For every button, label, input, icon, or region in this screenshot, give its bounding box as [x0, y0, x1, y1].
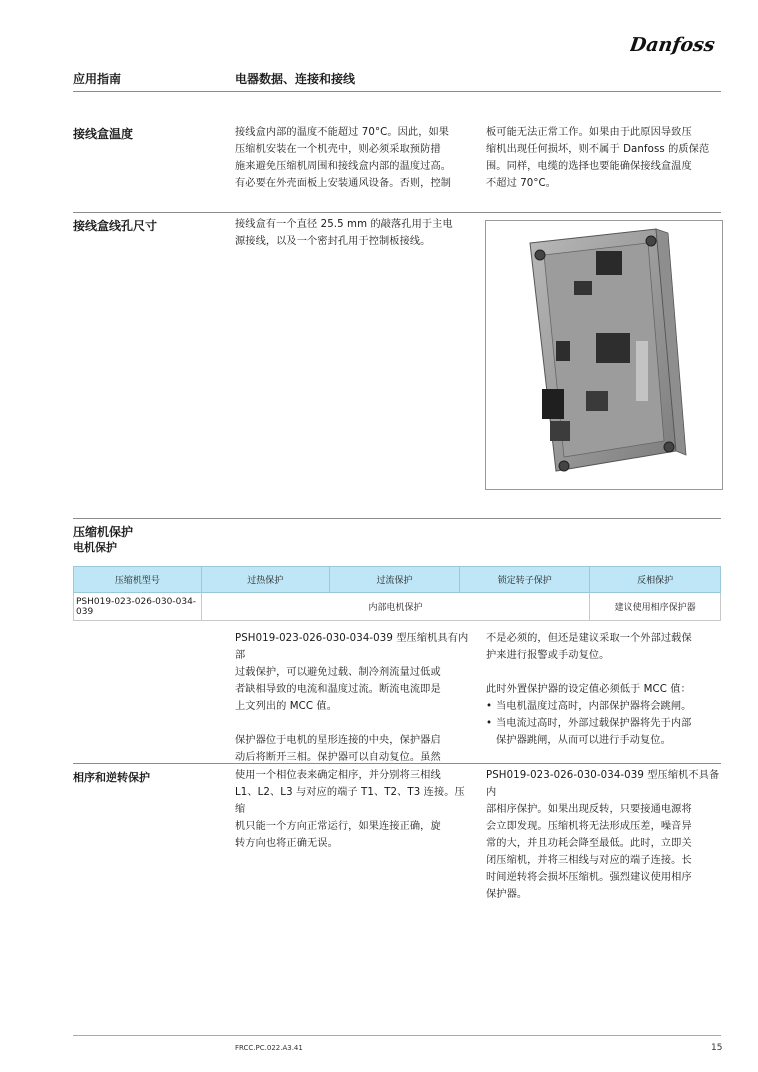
document-code: FRCC.PC.022.A3.41 [235, 1044, 303, 1052]
page-title: 电器数据、连接和接线 [235, 72, 356, 86]
terminal-temp-col2: 板可能无法正常工作。如果由于此原因导致压 缩机出现任何损坏，则不属于 Danfoss 的质保范 围。同样，电缆的选择也要能确保接线盒温度 不超过 70°C。 [486, 127, 710, 189]
list-item: • 当电机温度过高时，内部保护器将会跳闸。 [486, 698, 726, 715]
divider-3 [73, 763, 721, 764]
cable-gland-text: 接线盒有一个直径 25.5 mm 的敲落孔用于主电 源接线，以及一个密封孔用于控制板接线。 [235, 219, 453, 247]
motor-protection-col1: PSH019-023-026-030-034-039 型压缩机具有内部 过载保护，可以避免过载、制冷剂流量过低或 者缺相导致的电流和温度过流。断流电流即是 上文列出的 MCC 值。 保护器位于电机的星形连接的中央，保护器启 动后将断开三相。保护器可以自动复位。虽然 [235, 633, 469, 763]
danfoss-logo [630, 30, 722, 58]
protection-table [73, 566, 721, 621]
phase-sequence-col1: 使用一个相位表来确定相序，并分别将三相线 L1、L2、L3 与对应的端子 T1、T2、T3 连接。压缩 机只能一个方向正常运行，如果连接正确，旋 转方向也将正确无误。 [235, 770, 465, 849]
phase-sequence-col2: PSH019-023-026-030-034-039 型压缩机不具备内 部相序保护。如果出现反转，只要接通电源将 会立即发现。压缩机将无法形成压差，噪音异 常的大，并且功耗会降至最低。此时，立即关 闭压缩机，并将三相线与对应的端子连接。长 时间逆转将会损坏压缩机。强烈建议使用相序 保护器。 [486, 770, 720, 900]
section-title-phase-sequence: 相序和逆转保护 [73, 771, 150, 784]
protection-bullets [486, 698, 726, 749]
section-title-cable-gland: 接线盒线孔尺寸 [73, 219, 158, 233]
list-item: • 当电流过高时，外部过载保护器将先于内部 保护器跳闸，从而可以进行手动复位。 [486, 715, 726, 749]
footer-divider [73, 1035, 721, 1036]
table-header-row [74, 567, 721, 593]
col-header-overheat: 过热保护 [201, 567, 329, 593]
cell-phase-protector: 建议使用相序保护器 [590, 593, 721, 621]
divider-2 [73, 518, 721, 519]
col-header-reverse-phase: 反相保护 [590, 567, 721, 593]
subsection-title-motor-protection: 电机保护 [73, 541, 117, 554]
cell-model: PSH019-023-026-030-034-039 [74, 593, 202, 621]
table-row [74, 593, 721, 621]
cell-internal-protection: 内部电机保护 [201, 593, 589, 621]
col-header-locked-rotor: 锁定转子保护 [460, 567, 590, 593]
logo-text: Danfoss [630, 33, 717, 56]
motor-protection-col2: 不是必须的，但还是建议采取一个外部过载保 护来进行报警或手动复位。 此时外置保护器的设定值必须低于 MCC 值： • 当电机温度过高时，内部保护器将会跳闸。 • 当电流过高时，外部过载保护器将先于内部 保护器跳闸，从而可以进行手动复位。 [486, 630, 726, 749]
section-title-compressor-protection: 压缩机保护 [73, 525, 134, 539]
divider-1 [73, 212, 721, 213]
terminal-box-photo [485, 220, 723, 490]
section-title-terminal-temp: 接线盒温度 [73, 127, 134, 141]
page-number: 15 [711, 1043, 723, 1053]
terminal-temp-col1: 接线盒内部的温度不能超过 70°C。因此，如果 压缩机安装在一个机壳中，则必须采取预防措 施来避免压缩机周围和接线盒内部的温度过高。 有必要在外壳面板上安装通风设备。否则，控制 [235, 127, 452, 189]
col-header-overcurrent: 过流保护 [329, 567, 460, 593]
section-header-label: 应用指南 [73, 72, 122, 86]
header-divider [73, 91, 721, 92]
col-header-model: 压缩机型号 [74, 567, 202, 593]
